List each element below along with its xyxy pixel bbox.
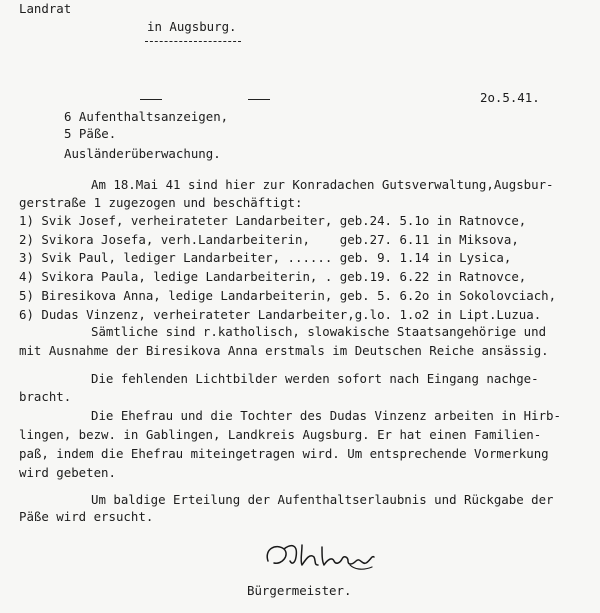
intro-line-2: gerstraße 1 zugezogen und beschäftigt: bbox=[19, 195, 303, 210]
paragraph-3-line-1: Die fehlenden Lichtbilder werden sofort nach Eingang nachge- bbox=[91, 371, 539, 386]
paragraph-4-line-2: lingen, bezw. in Gablingen, Landkreis Augsburg. Er hat einen Familien- bbox=[19, 427, 542, 442]
paragraph-4-line-4: wird gebeten. bbox=[19, 465, 116, 480]
paragraph-3-line-2: bracht. bbox=[19, 389, 72, 404]
subject-line-3: Ausländerüberwachung. bbox=[64, 146, 221, 161]
person-entry: 1) Svik Josef, verheirateter Landarbeiter, geb.24. 5.1o in Ratnovce, bbox=[19, 213, 527, 228]
addressee-city: in Augsburg. bbox=[147, 19, 237, 34]
person-entry: 3) Svik Paul, lediger Landarbeiter, ...... geb. 9. 1.14 in Lysica, bbox=[19, 250, 512, 265]
person-entry: 4) Svikora Paula, ledige Landarbeiterin, . geb.19. 6.22 in Ratnovce, bbox=[19, 269, 527, 284]
person-entry: 6) Dudas Vinzenz, verheirateter Landarbeiter,g.lo. 1.o2 in Lipt.Luzua. bbox=[19, 307, 542, 322]
subject-line-1: 6 Aufenthaltsanzeigen, bbox=[64, 109, 229, 124]
paragraph-2-line-2: mit Ausnahme der Biresikova Anna erstmals im Deutschen Reiche ansässig. bbox=[19, 343, 549, 358]
letter-date: 2o.5.41. bbox=[480, 90, 540, 105]
paragraph-5-line-2: Päße wird ersucht. bbox=[19, 509, 154, 524]
subject-line-2: 5 Päße. bbox=[64, 126, 117, 141]
city-underline bbox=[145, 41, 241, 42]
intro-line-1: Am 18.Mai 41 sind hier zur Konradachen Gutsverwaltung,Augsbur- bbox=[91, 177, 554, 192]
paragraph-4-line-3: paß, indem die Ehefrau miteingetragen wird. Um entsprechende Vormerkung bbox=[19, 446, 549, 461]
person-entry: 2) Svikora Josefa, verh.Landarbeiterin, geb.27. 6.11 in Miksova, bbox=[19, 232, 519, 247]
dash-mark-left bbox=[140, 99, 162, 100]
dash-mark-right bbox=[248, 99, 270, 100]
paragraph-2-line-1: Sämtliche sind r.katholisch, slowakische Staatsangehörige und bbox=[91, 324, 547, 339]
paragraph-4-line-1: Die Ehefrau und die Tochter des Dudas Vinzenz arbeiten in Hirb- bbox=[91, 408, 561, 423]
person-entry: 5) Biresikova Anna, ledige Landarbeiterin, geb. 5. 6.2o in Sokolovciach, bbox=[19, 288, 557, 303]
signature-title: Bürgermeister. bbox=[247, 583, 352, 598]
paragraph-5-line-1: Um baldige Erteilung der Aufenthaltserlaubnis und Rückgabe der bbox=[91, 492, 554, 507]
addressee: Landrat bbox=[19, 1, 72, 16]
handwritten-signature bbox=[262, 535, 382, 575]
